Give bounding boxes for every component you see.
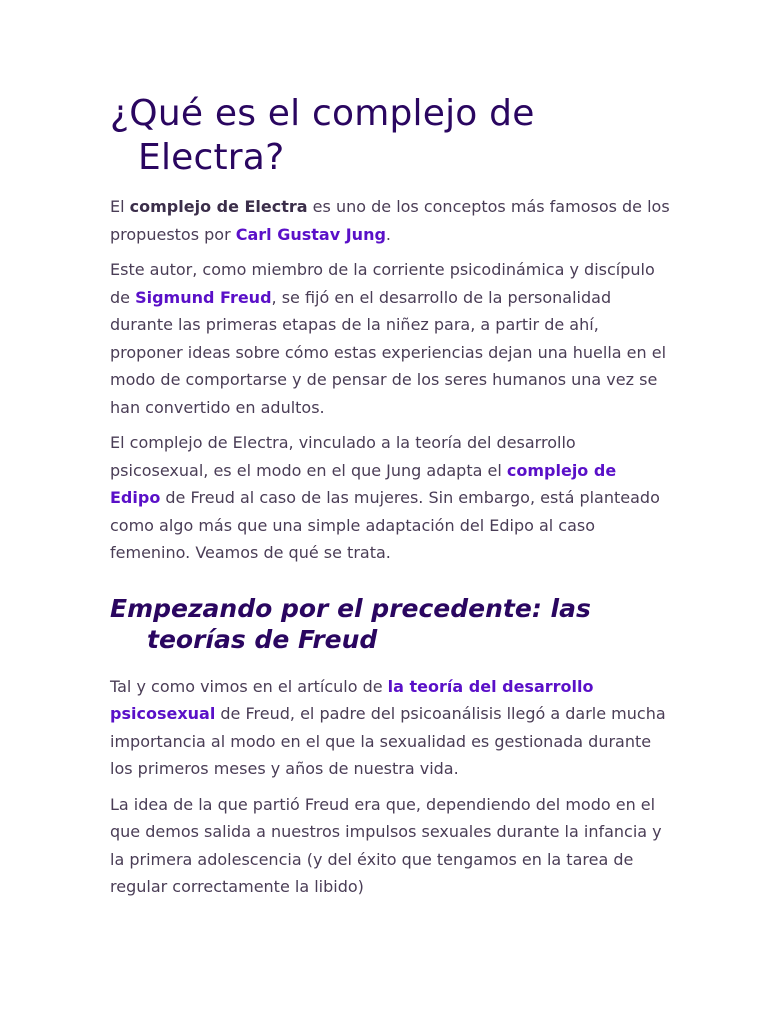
- text-segment: El: [110, 197, 130, 216]
- link-carl-gustav-jung[interactable]: Carl Gustav Jung: [235, 224, 386, 244]
- bold-term: complejo de Electra: [129, 197, 308, 216]
- section-heading: Empezando por el precedente: las teorías de Freud: [110, 593, 591, 654]
- text-segment: El complejo de Electra, vinculado a la teoría del desarrollo psicosexual, es el modo en el que Jung adapta el: [110, 433, 576, 480]
- article-title: ¿Qué es el complejo de Electra?: [110, 93, 535, 178]
- link-complejo-de-edipo[interactable]: complejo de Edipo: [110, 460, 617, 507]
- paragraph-intro: [110, 193, 670, 248]
- text-segment: Este autor, como miembro de la corriente psicodinámica y discípulo de: [110, 260, 655, 307]
- paragraph-author: [110, 256, 670, 421]
- text-segment: de Freud, el padre del psicoanálisis llegó a darle mucha importancia al modo en el que la sexualidad es gestionada durante los primeros meses y años de nuestra vida.: [110, 704, 666, 778]
- paragraph-freud-theory: [110, 673, 670, 783]
- link-sigmund-freud[interactable]: Sigmund Freud: [135, 287, 272, 307]
- text-segment: de Freud al caso de las mujeres. Sin embargo, está planteado como algo más que una simple adaptación del Edipo al caso femenino. Veamos de qué se trata.: [110, 488, 660, 562]
- link-teoria-desarrollo-psicosexual[interactable]: la teoría del desarrollo psicosexual: [110, 676, 594, 723]
- paragraph-freud-idea: [110, 791, 670, 901]
- article: [110, 92, 670, 909]
- text-segment: es uno de los conceptos más famosos de los propuestos por: [110, 197, 670, 244]
- text-segment: Tal y como vimos en el artículo de: [110, 676, 388, 696]
- paragraph-electra: [110, 429, 670, 567]
- text-segment: La idea de la que partió Freud era que, dependiendo del modo en el que demos salida a nuestros impulsos sexuales durante la infancia y la primera adolescencia (y del éxito que tengamos en la tarea de regular correctamente la libido): [110, 794, 662, 896]
- text-segment: .: [385, 224, 392, 244]
- text-segment: , se fijó en el desarrollo de la personalidad durante las primeras etapas de la niñez para, a partir de ahí, proponer ideas sobre cómo estas experiencias dejan una huella en el modo de comportarse y de pensar de los seres humanos una vez se han convertido en adultos.: [110, 287, 667, 417]
